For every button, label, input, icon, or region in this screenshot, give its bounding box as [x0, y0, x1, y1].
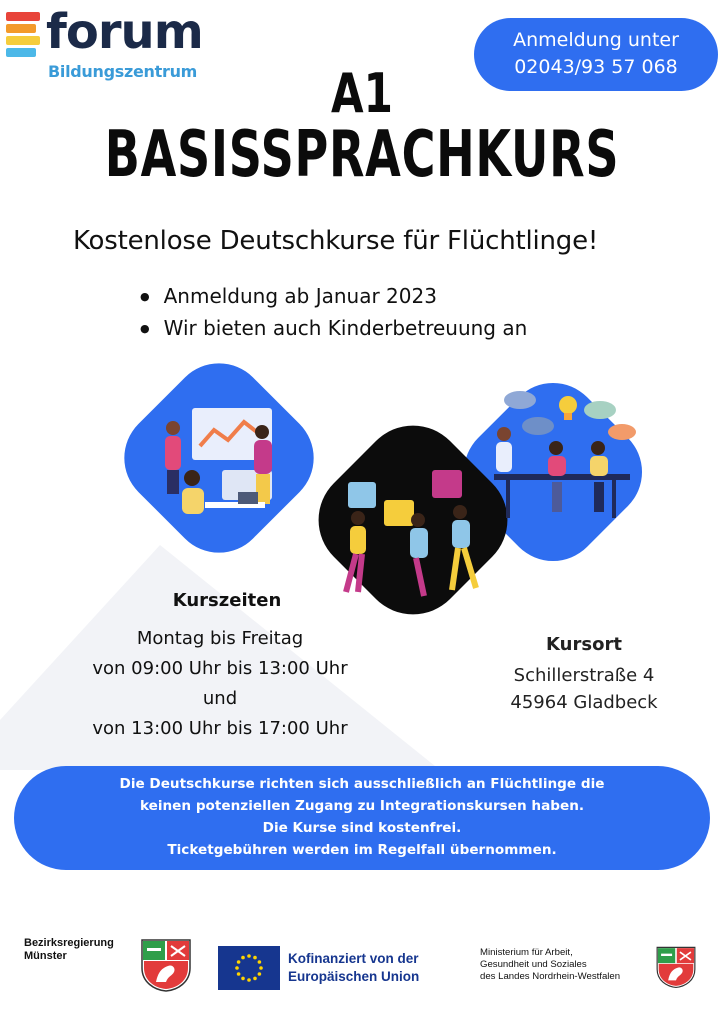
course-days: Montag bis Freitag	[136, 628, 304, 649]
nrw-crest-icon	[654, 944, 698, 990]
course-time-slot: von 09:00 Uhr bis 13:00 Uhr	[92, 658, 348, 679]
feature-list	[140, 280, 527, 344]
district-line: Münster	[24, 950, 67, 962]
feature-item: ● Wir bieten auch Kinderbetreuung an	[140, 312, 527, 344]
logo-wordmark: forum	[46, 4, 203, 60]
info-line: Ticketgebühren werden im Regelfall übernommen.	[167, 842, 557, 858]
nrw-crest-icon	[138, 938, 194, 992]
feature-item: ● Anmeldung ab Januar 2023	[140, 280, 527, 312]
ministry-label	[480, 947, 620, 983]
eu-line: Kofinanziert von der	[288, 951, 419, 966]
district-government-label	[24, 937, 114, 963]
district-line: Bezirksregierung	[24, 937, 114, 949]
subtitle: Kostenlose Deutschkurse für Flüchtlinge!	[73, 226, 599, 256]
ministry-line: des Landes Nordrhein-Westfalen	[480, 971, 621, 982]
info-banner	[14, 766, 710, 870]
course-time-connector: und	[202, 688, 238, 709]
course-times	[60, 590, 380, 748]
eu-flag-icon	[218, 946, 280, 990]
info-line: Die Kurse sind kostenfrei.	[262, 820, 462, 836]
info-line: keinen potenziellen Zugang zu Integrationskursen haben.	[139, 798, 585, 814]
location-street: Schillerstraße 4	[513, 665, 655, 686]
location-city: 45964 Gladbeck	[510, 692, 658, 713]
course-name-title: BASISSPRACHKURS	[104, 118, 620, 192]
eu-cofunding-text	[288, 950, 419, 986]
registration-label: Anmeldung unter	[513, 29, 679, 51]
course-location	[494, 634, 674, 719]
info-line: Die Deutschkurse richten sich ausschließlich an Flüchtlinge die	[119, 776, 605, 792]
course-times-heading: Kurszeiten	[172, 590, 282, 611]
course-time-slot: von 13:00 Uhr bis 17:00 Uhr	[92, 718, 348, 739]
eu-line: Europäischen Union	[288, 969, 420, 984]
eu-cofunding-badge	[218, 946, 428, 990]
registration-phone: 02043/93 57 068	[514, 56, 678, 78]
course-level-title: A1	[331, 62, 393, 125]
ministry-line: Gesundheit und Soziales	[480, 959, 587, 970]
ministry-line: Ministerium für Arbeit,	[480, 947, 573, 958]
logo-subtitle: Bildungszentrum	[48, 62, 198, 81]
logo-bars-icon	[6, 12, 42, 60]
course-location-heading: Kursort	[546, 634, 622, 655]
